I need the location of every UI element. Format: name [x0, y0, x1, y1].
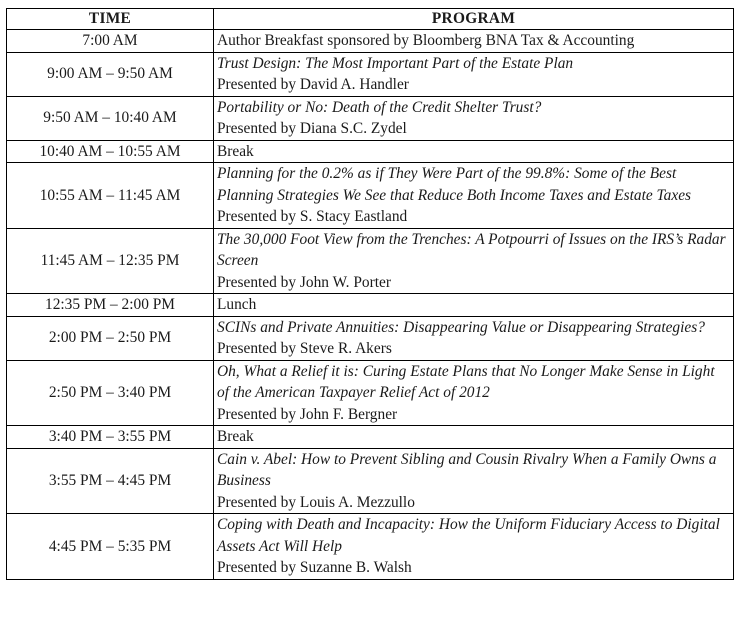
- session-presenter: Presented by John F. Bergner: [217, 405, 398, 423]
- session-title: Planning for the 0.2% as if They Were Part of the 99.8%: Some of the Best Planning Strategies We See that Reduce Both Income Taxes and Estate Taxes: [217, 165, 692, 204]
- session-program: [214, 52, 734, 96]
- table-row: [7, 52, 734, 96]
- session-plain-text: Break: [217, 142, 254, 160]
- session-program: [214, 163, 734, 229]
- session-presenter: Presented by David A. Handler: [217, 76, 409, 93]
- session-program: [214, 140, 734, 163]
- session-program: [214, 294, 734, 317]
- session-program: [214, 96, 734, 140]
- session-program: [214, 514, 734, 580]
- session-presenter: Presented by Steve R. Akers: [217, 340, 392, 357]
- table-row: [7, 163, 734, 229]
- table-row: [7, 228, 734, 294]
- session-program: [214, 316, 734, 360]
- session-time: 11:45 AM – 12:35 PM: [7, 228, 214, 294]
- session-program: [214, 448, 734, 514]
- table-row: [7, 96, 734, 140]
- session-title: SCINs and Private Annuities: Disappearing Value or Disappearing Strategies?: [217, 318, 705, 336]
- session-time: 2:50 PM – 3:40 PM: [7, 360, 214, 426]
- session-presenter: Presented by S. Stacy Eastland: [217, 208, 408, 225]
- session-time: 4:45 PM – 5:35 PM: [7, 514, 214, 580]
- table-row: [7, 448, 734, 514]
- session-time: 7:00 AM: [7, 30, 214, 53]
- session-plain-text: Lunch: [217, 296, 257, 313]
- session-title: Portability or No: Death of the Credit Shelter Trust?: [217, 98, 542, 116]
- session-title: Trust Design: The Most Important Part of the Estate Plan: [217, 54, 574, 72]
- session-presenter: Presented by Diana S.C. Zydel: [217, 120, 407, 137]
- time-column-header: TIME: [7, 9, 214, 30]
- table-row: [7, 140, 734, 163]
- session-time: 10:55 AM – 11:45 AM: [7, 163, 214, 229]
- session-time: 9:50 AM – 10:40 AM: [7, 96, 214, 140]
- program-schedule-table: [6, 8, 734, 580]
- session-program: [214, 228, 734, 294]
- session-presenter: Presented by John W. Porter: [217, 273, 391, 291]
- session-title: The 30,000 Foot View from the Trenches: A Potpourri of Issues on the IRS’s Radar Screen: [217, 230, 726, 269]
- session-time: 3:40 PM – 3:55 PM: [7, 426, 214, 449]
- table-row: [7, 30, 734, 53]
- session-title: Oh, What a Relief it is: Curing Estate Plans that No Longer Make Sense in Light of the American Taxpayer Relief Act of 2012: [217, 362, 715, 401]
- table-row: [7, 514, 734, 580]
- table-row: [7, 360, 734, 426]
- session-time: 2:00 PM – 2:50 PM: [7, 316, 214, 360]
- table-row: [7, 294, 734, 317]
- header-row: [7, 9, 734, 30]
- program-column-header: PROGRAM: [214, 9, 734, 30]
- session-program: [214, 426, 734, 449]
- session-plain-text: Author Breakfast sponsored by Bloomberg BNA Tax & Accounting: [217, 32, 635, 49]
- table-row: [7, 426, 734, 449]
- session-program: [214, 360, 734, 426]
- session-time: 10:40 AM – 10:55 AM: [7, 140, 214, 163]
- session-plain-text: Break: [217, 428, 254, 445]
- session-program: [214, 30, 734, 53]
- session-title: Coping with Death and Incapacity: How the Uniform Fiduciary Access to Digital Assets Act Will Help: [217, 516, 720, 555]
- table-row: [7, 316, 734, 360]
- session-presenter: Presented by Louis A. Mezzullo: [217, 493, 415, 511]
- session-title: Cain v. Abel: How to Prevent Sibling and Cousin Rivalry When a Family Owns a Business: [217, 450, 717, 489]
- session-presenter: Presented by Suzanne B. Walsh: [217, 559, 412, 576]
- session-time: 12:35 PM – 2:00 PM: [7, 294, 214, 317]
- session-time: 9:00 AM – 9:50 AM: [7, 52, 214, 96]
- session-time: 3:55 PM – 4:45 PM: [7, 448, 214, 514]
